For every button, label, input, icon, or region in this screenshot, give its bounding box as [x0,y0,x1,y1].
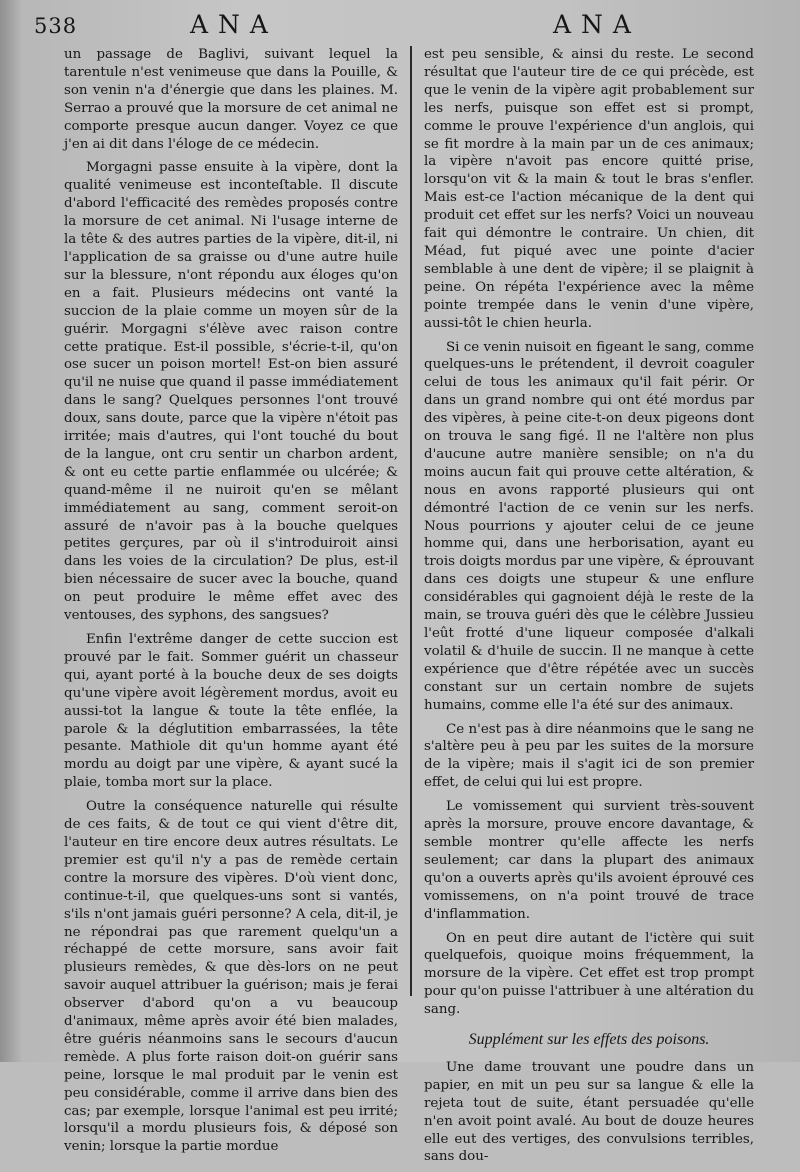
running-head-right: ANA [553,10,641,39]
paragraph: Si ce venin nuisoit en figeant le sang, comme quelques-uns le prétendent, il devroit coaguler celui de tous les animaux qu'il fait périr. Or dans un grand nombre qui ont été mordus par des vipères, à peine cite-t-on deux pigeons dont on trouva le sang figé. Il ne l'altère non plus d'aucune autre manière sensible; on n'a du moins aucun fait qui prouve cette altération, & nous en avons rapporté plusieurs qui ont démontré l'action de ce venin sur les nerfs. Nous pourrions y ajouter celui de ce jeune homme qui, dans une herborisation, ayant eu trois doigts mordus par une vipère, & éprouvant dans ces doigts une stupeur & une enflure considérables qui gagnoient déjà le reste de la main, se trouva guéri dès que le célèbre Jussieu l'eût frotté d'une liqueur composée d'alkali volatil & d'huile de succin. Il ne manque à cette expérience que d'être répétée avec un succès constant sur un certain nombre de sujets humains, comme elle l'a été sur des animaux. [424,339,754,713]
page-header [0,8,800,40]
paragraph: Morgagni passe ensuite à la vipère, dont la qualité venimeuse est inconteſtable. Il discute d'abord l'efficacité des remèdes proposés contre la morsure de cet animal. Ni l'usage interne de la tête & des autres parties de la vipère, dit-il, ni l'application de sa graisse ou d'une autre huile sur la blessure, n'ont répondu aux éloges qu'on en a fait. Plusieurs médecins ont vanté la succion de la plaie comme un moyen sûr de la guérir. Morgagni s'élève avec raison contre cette pratique. Est-il possible, s'écrie-t-il, qu'on ose sucer un poison mortel! Est-on bien assuré qu'il ne nuise que quand il passe immédiatement dans le sang? Quelques personnes l'ont trouvé doux, sans doute, parce que la vipère n'étoit pas irritée; mais d'autres, qui l'ont touché du bout de la langue, ont cru sentir un charbon ardent, & ont eu cette partie enflammée ou ulcérée; & quand-même il ne nuiroit qu'en se mêlant immédiatement au sang, comment seroit-on assuré de n'avoir pas à la bouche quelques petites gerçures, par où il s'introduiroit ainsi dans les voies de la circulation? De plus, est-il bien nécessaire de sucer avec la bouche, quand on peut produire le même effet avec des ventouses, des syphons, des sangsues? [64,160,398,624]
running-head-left: ANA [190,10,278,39]
paragraph: Ce n'est pas à dire néanmoins que le sang ne s'altère peu à peu par les suites de la morsure de la vipère; mais il s'agit ici de son premier effet, de celui qui lui est propre. [424,721,754,791]
paragraph: Outre la conséquence naturelle qui résulte de ces faits, & de tout ce qui vient d'être dit, l'auteur en tire encore deux autres résultats. Le premier est qu'il n'y a pas de remède certain contre la morsure des vipères. D'où vient donc, continue-t-il, que quelques-uns sont si vantés, s'ils n'ont jamais guéri personne? A cela, dit-il, je ne répondrai pas que rarement quelqu'un a réchappé de cette morsure, sans avoir fait plusieurs remèdes, & que dès-lors on ne peut savoir auquel attribuer la guérison; mais je ferai observer d'abord qu'on a vu beaucoup d'animaux, même après avoir été bien malades, être guéris néanmoins sans le secours d'aucun remède. A plus forte raison doit-on guérir sans peine, lorsque le mal produit par le venin est peu considérable, comme il arrive dans bien des cas; par exemple, lorsque l'animal est peu irrité; lorsqu'il a mordu plusieurs fois, & déposé son venin; lorsque la partie mordue [64,799,398,1155]
paragraph: Enfin l'extrême danger de cette succion est prouvé par le fait. Sommer guérit un chasseur qui, ayant porté à la bouche deux de ses doigts qu'une vipère avoit légèrement mordus, avoit eu aussi-tot la langue & toute la tête enflée, la parole & la déglutition embarrassées, la tête pesante. Mathiole dit qu'un homme ayant été mordu au doigt par une vipère, & ayant sucé la plaie, tomba mort sur la place. [64,632,398,791]
column-divider [410,46,412,996]
paragraph: On en peut dire autant de l'ictère qui suit quelquefois, quoique moins fréquemment, la morsure de la vipère. Cet effet est trop prompt pour qu'on puisse l'attribuer à une altération du sang. [424,930,754,1018]
page-number: 538 [34,14,78,38]
left-column [64,46,398,1162]
paragraph: Une dame trouvant une poudre dans un papier, en mit un peu sur sa langue & elle la rejeta tout de suite, étant persuadée qu'elle n'en avoit point avalé. Au bout de douze heures elle eut des vertiges, des convulsions terribles, sans dou- [424,1059,754,1165]
section-heading: Supplément sur les effets des poisons. [468,1031,710,1049]
paragraph: un passage de Baglivi, suivant lequel la tarentule n'est venimeuse que dans la Pouille, & son venin n'a d'énergie que dans les plaines. M. Serrao a prouvé que la morsure de cet animal ne comporte presque aucun danger. Voyez ce que j'en ai dit dans l'éloge de ce médecin. [64,47,398,152]
right-column [424,46,754,1172]
page-edge-shadow [0,0,22,1062]
paragraph: Le vomissement qui survient très-souvent après la morsure, prouve encore davantage, & semble montrer qu'elle affecte les nerfs seulement; car dans la plupart des animaux qu'on a ouverts après qu'ils avoient éprouvé ces vomissemens, on n'a point trouvé de trace d'inflammation. [424,799,754,922]
paragraph: est peu sensible, & ainsi du reste. Le second résultat que l'auteur tire de ce qui précède, est que le venin de la vipère agit probablement sur les nerfs, puisque son effet est si prompt, comme le prouve l'expérience d'un anglois, qui se fit mordre à la main par un de ces animaux; la vipère n'avoit pas encore quitté prise, lorsqu'on vit & la main & tout le bras s'enfler. Mais est-ce l'action mécanique de la dent qui produit cet effet sur les nerfs? Voici un nouveau fait qui démontre le contraire. Un chien, dit Méad, fut piqué avec une pointe d'acier semblable à une dent de vipère; il se plaignit à peine. On répéta l'expérience avec la même pointe trempée dans le venin d'une vipère, aussi-tôt le chien heurla. [424,47,754,331]
